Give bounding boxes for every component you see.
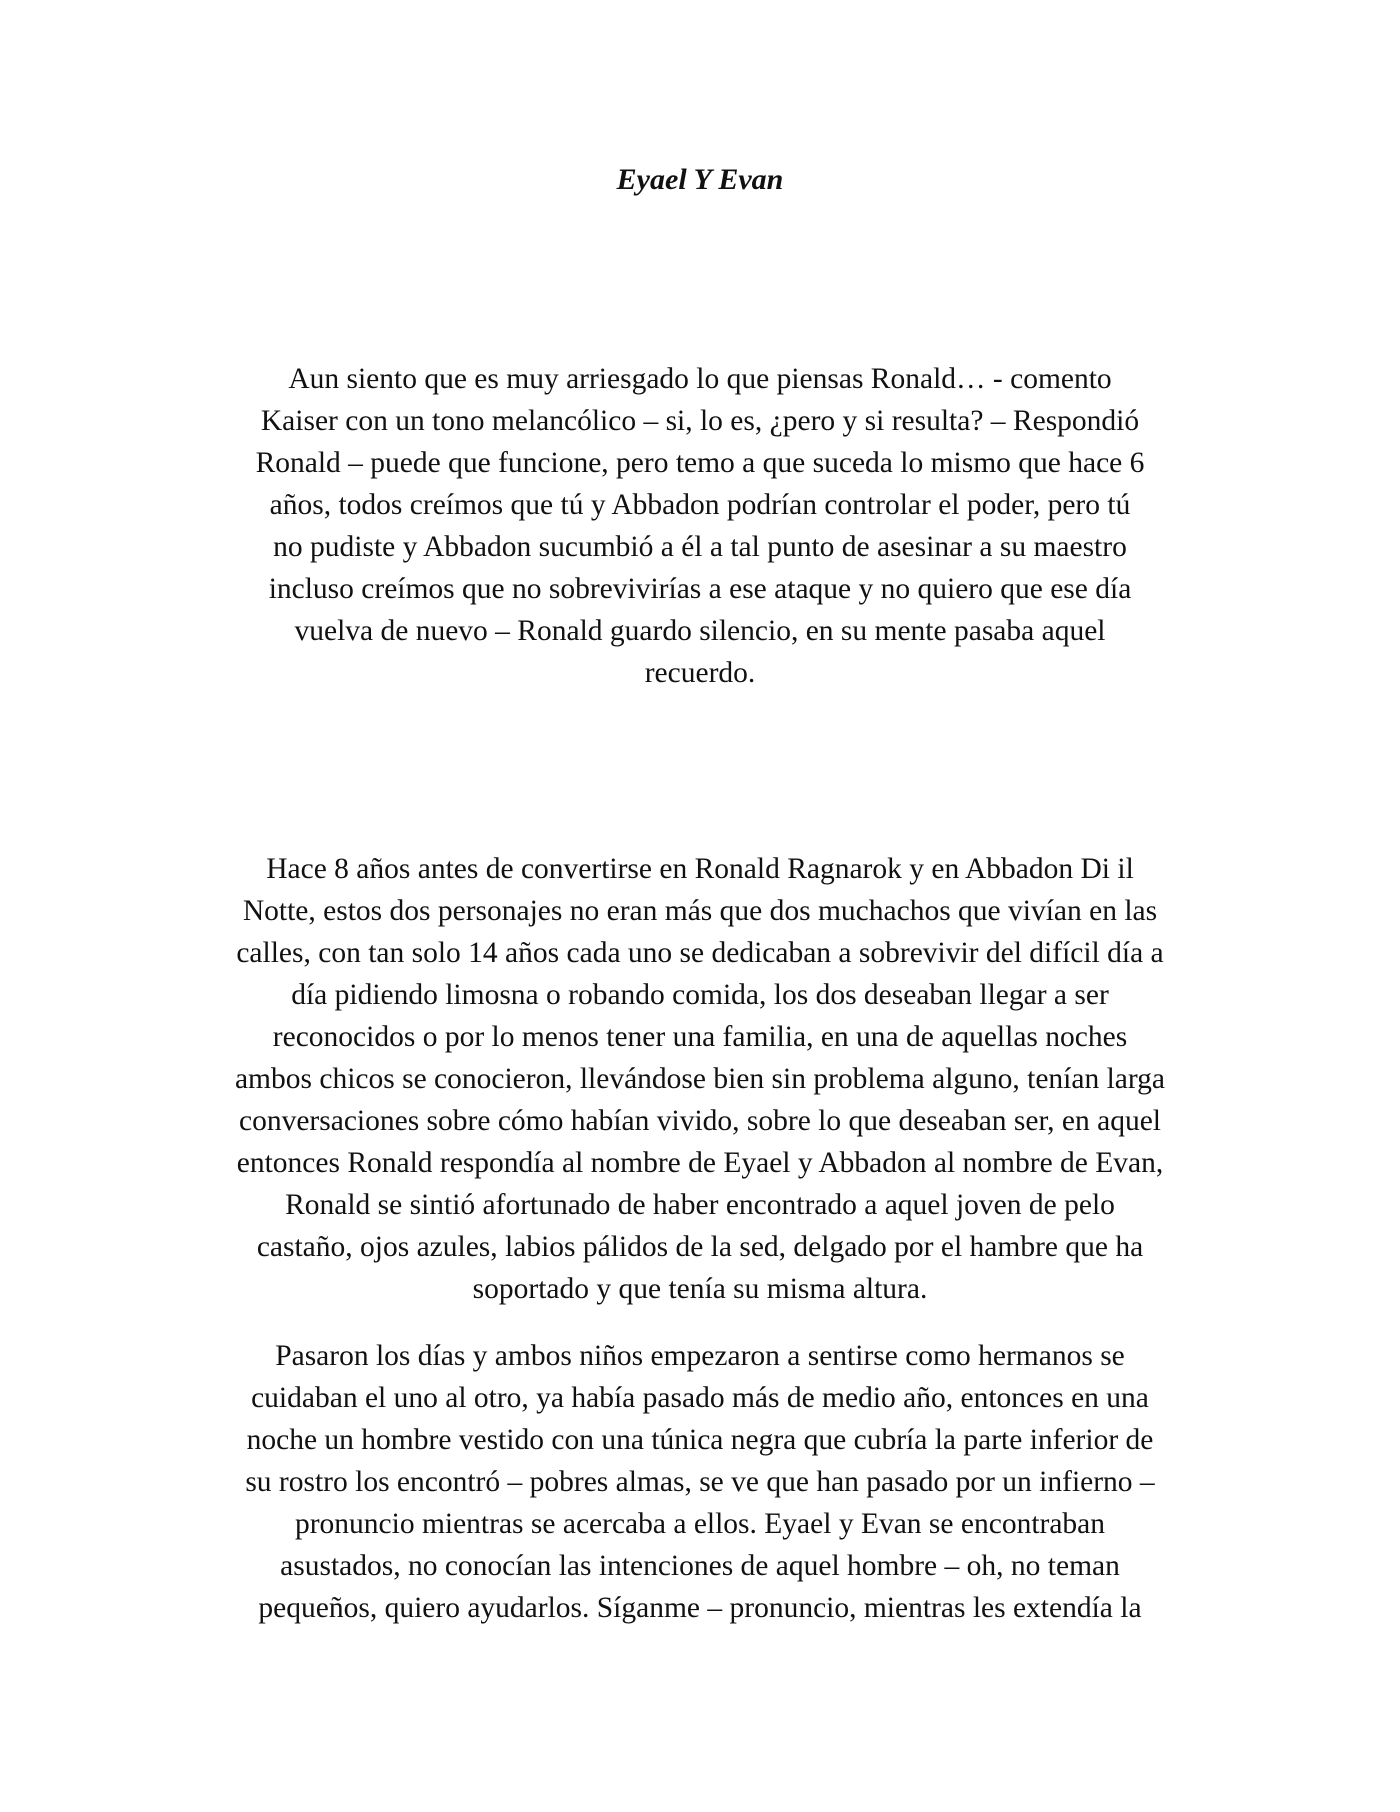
text-line: soportado y que tenía su misma altura. <box>472 1273 928 1305</box>
text-line: su rostro los encontró – pobres almas, se ve que han pasado por un infierno – <box>245 1466 1155 1498</box>
text-line: Hace 8 años antes de convertirse en Ronald Ragnarok y en Abbadon Di il <box>266 853 1134 885</box>
text-line: años, todos creímos que tú y Abbadon podrían controlar el poder, pero tú <box>269 489 1131 521</box>
text-line: noche un hombre vestido con una túnica negra que cubría la parte inferior de <box>246 1424 1154 1456</box>
text-line: entonces Ronald respondía al nombre de Eyael y Abbadon al nombre de Evan, <box>236 1147 1164 1179</box>
text-line: reconocidos o por lo menos tener una familia, en una de aquellas noches <box>272 1021 1128 1053</box>
text-line: calles, con tan solo 14 años cada uno se dedicaban a sobrevivir del difícil día a <box>236 937 1164 969</box>
text-line: pequeños, quiero ayudarlos. Síganme – pronuncio, mientras les extendía la <box>258 1592 1142 1624</box>
text-line: conversaciones sobre cómo habían vivido, sobre lo que deseaban ser, en aquel <box>238 1105 1162 1137</box>
text-line: Ronald – puede que funcione, pero temo a que suceda lo mismo que hace 6 <box>255 447 1145 479</box>
text-line: ambos chicos se conocieron, llevándose bien sin problema alguno, tenían larga <box>234 1063 1166 1095</box>
text-line: cuidaban el uno al otro, ya había pasado más de medio año, entonces en una <box>251 1382 1149 1414</box>
text-line: castaño, ojos azules, labios pálidos de la sed, delgado por el hambre que ha <box>256 1231 1144 1263</box>
text-line: asustados, no conocían las intenciones de aquel hombre – oh, no teman <box>280 1550 1120 1582</box>
text-line: no pudiste y Abbadon sucumbió a él a tal punto de asesinar a su maestro <box>273 531 1127 563</box>
text-line: pronuncio mientras se acercaba a ellos. Eyael y Evan se encontraban <box>294 1508 1106 1540</box>
text-line: vuelva de nuevo – Ronald guardo silencio, en su mente pasaba aquel <box>294 615 1106 647</box>
text-line: Kaiser con un tono melancólico – si, lo es, ¿pero y si resulta? – Respondió <box>260 405 1140 437</box>
document-title: Eyael Y Evan <box>616 163 784 196</box>
text-line: Notte, estos dos personajes no eran más que dos muchachos que vivían en las <box>242 895 1158 927</box>
text-line: recuerdo. <box>644 657 756 689</box>
text-line: Pasaron los días y ambos niños empezaron a sentirse como hermanos se <box>275 1340 1125 1372</box>
text-line: Aun siento que es muy arriesgado lo que piensas Ronald… - comento <box>288 363 1112 395</box>
text-line: día pidiendo limosna o robando comida, los dos deseaban llegar a ser <box>291 979 1109 1011</box>
text-line: Ronald se sintió afortunado de haber encontrado a aquel joven de pelo <box>285 1189 1115 1221</box>
text-line: incluso creímos que no sobrevivirías a ese ataque y no quiero que ese día <box>268 573 1132 605</box>
